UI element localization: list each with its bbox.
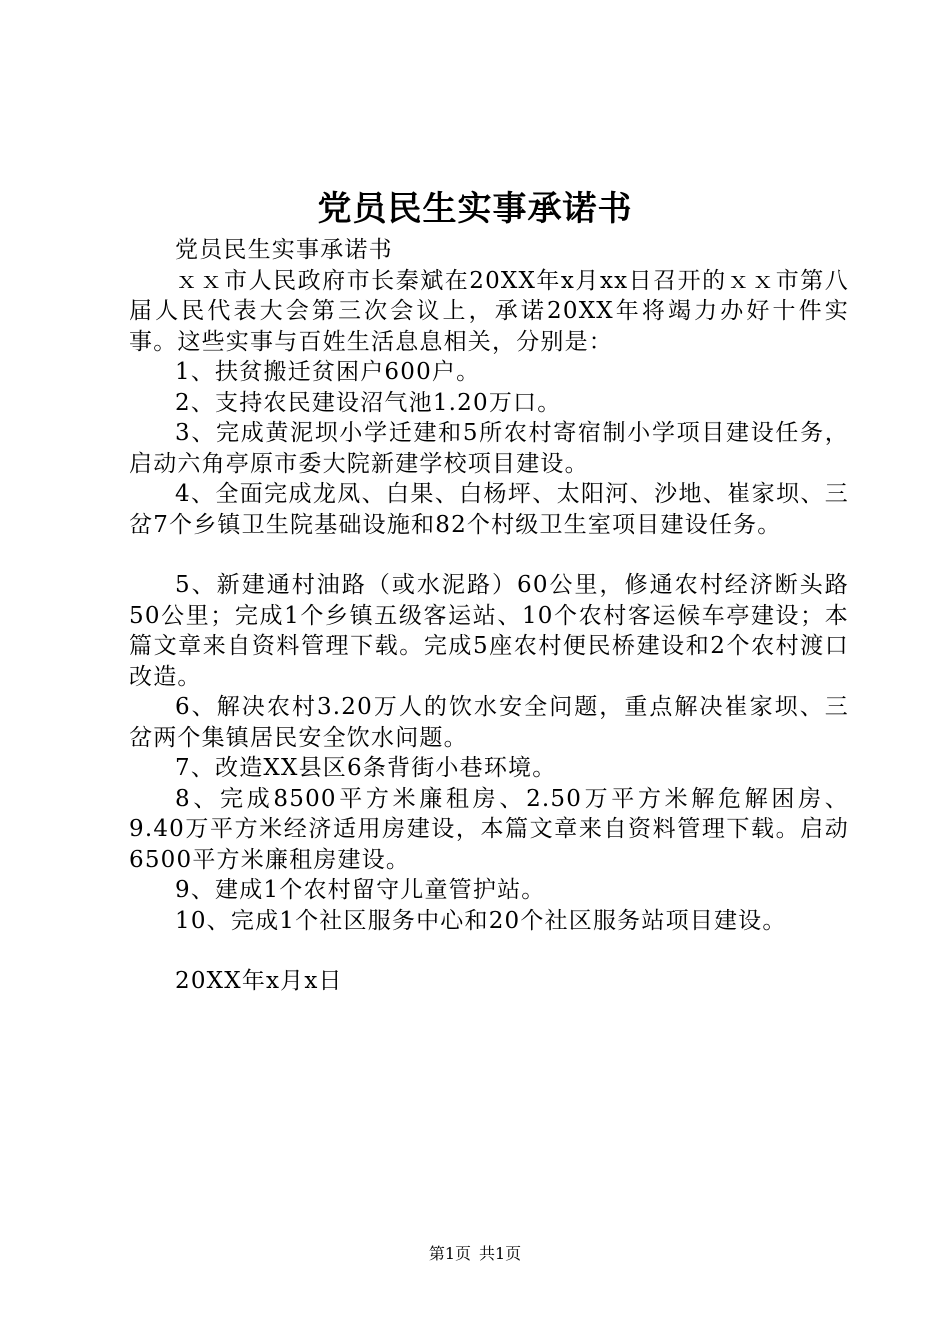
page-footer	[0, 1242, 950, 1266]
list-item-8: 8、完成8500平方米廉租房、2.50万平方米解危解困房、9.40万平方米经济适用房建设，本篇文章来自资料管理下载。启动6500平方米廉租房建设。	[129, 785, 849, 873]
page-number: 第1页	[428, 1244, 471, 1263]
paragraph-gap	[129, 936, 849, 966]
intro-paragraph: ｘｘ市人民政府市长秦斌在20XX年x月xx日召开的ｘｘ市第八届人民代表大会第三次会议上，承诺20XX年将竭力办好十件实事。这些实事与百姓生活息息相关，分别是：	[129, 267, 849, 355]
list-item-5: 5、新建通村油路（或水泥路）60公里，修通农村经济断头路50公里；完成1个乡镇五级客运站、10个农村客运候车亭建设；本篇文章来自资料管理下载。完成5座农村便民桥建设和2个农村渡口改造。	[129, 572, 849, 690]
subtitle: 党员民生实事承诺书	[175, 237, 393, 263]
list-item-7: 7、改造XX县区6条背街小巷环境。	[175, 755, 557, 781]
document-date: 20XX年x月x日	[175, 968, 343, 994]
paragraph-gap	[129, 540, 849, 570]
list-item-4: 4、全面完成龙凤、白果、白杨坪、太阳河、沙地、崔家坝、三岔7个乡镇卫生院基础设施和82个村级卫生室项目建设任务。	[129, 481, 849, 538]
document-body	[129, 235, 849, 997]
list-item-6: 6、解决农村3.20万人的饮水安全问题，重点解决崔家坝、三岔两个集镇居民安全饮水问题。	[129, 694, 849, 751]
page-total: 共1页	[479, 1244, 522, 1263]
list-item-9: 9、建成1个农村留守儿童管护站。	[175, 877, 546, 903]
page-title: 党员民生实事承诺书	[317, 189, 633, 229]
list-item-1: 1、扶贫搬迁贫困户600户。	[175, 359, 481, 385]
list-item-2: 2、支持农民建设沼气池1.20万口。	[175, 389, 562, 416]
list-item-10: 10、完成1个社区服务中心和20个社区服务站项目建设。	[175, 907, 787, 934]
list-item-3: 3、完成黄泥坝小学迁建和5所农村寄宿制小学项目建设任务，启动六角亭原市委大院新建学校项目建设。	[129, 420, 849, 477]
